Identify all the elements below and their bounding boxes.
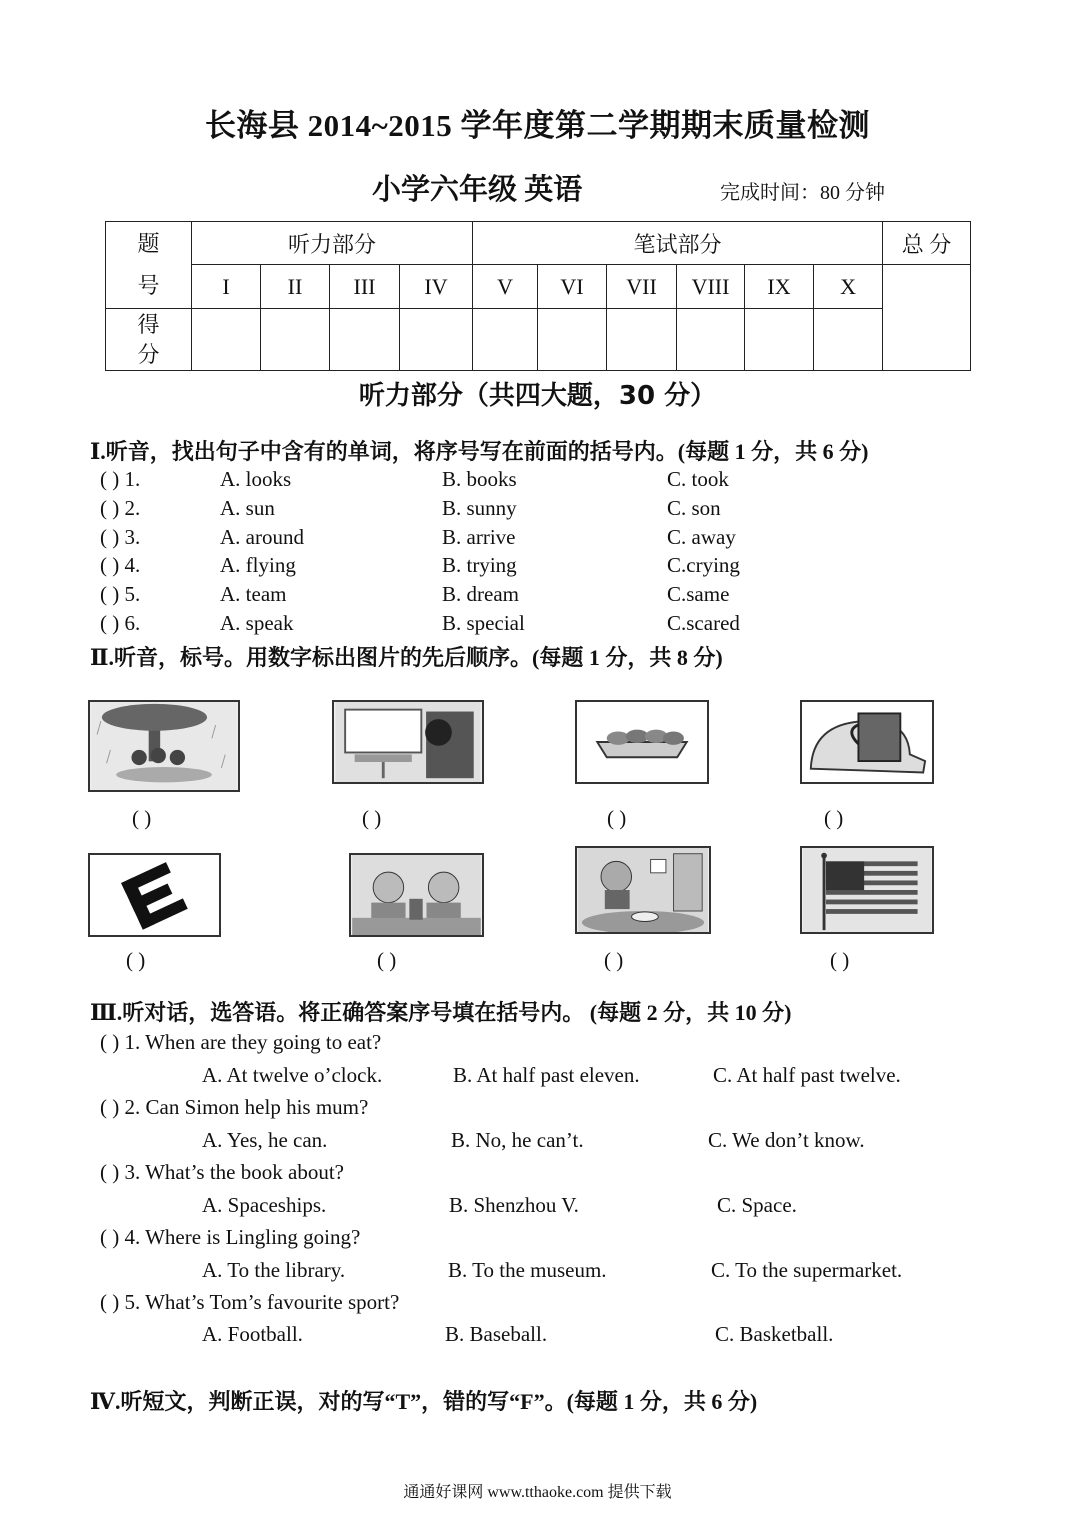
p1-item-1-paren[interactable]: ( ) 1. — [100, 467, 141, 491]
p3-q4-b: B. To the museum. — [448, 1258, 607, 1282]
p1-item-4-c: C.crying — [667, 553, 740, 577]
col-10: X — [814, 265, 883, 309]
p3-q2-a: A. Yes, he can. — [202, 1128, 328, 1152]
part4-heading: Ⅳ.听短文，判断正误，对的写“T”，错的写“F”。(每题 1 分，共 6 分) — [90, 1389, 758, 1414]
total-score-cell[interactable] — [883, 265, 971, 371]
writing-header: 笔试部分 — [473, 222, 883, 265]
score-cell-5[interactable] — [473, 309, 538, 371]
p2-blank-7[interactable]: ( ) — [604, 948, 624, 972]
cap-and-cup-picture — [800, 700, 934, 784]
score-cell-4[interactable] — [400, 309, 473, 371]
p1-item-2-a: A. sun — [220, 496, 275, 520]
p2-blank-6[interactable]: ( ) — [377, 948, 397, 972]
col-9: IX — [745, 265, 814, 309]
p1-item-6-c: C.scared — [667, 611, 740, 635]
p1-item-5-c: C.same — [667, 582, 730, 606]
col-6: VI — [538, 265, 607, 309]
p3-q5[interactable]: ( ) 5. What’s Tom’s favourite sport? — [100, 1290, 400, 1314]
score-cell-10[interactable] — [814, 309, 883, 371]
p1-item-1-a: A. looks — [220, 467, 292, 491]
p1-item-4-b: B. trying — [442, 553, 517, 577]
listening-section-title: 听力部分（共四大题，30 分） — [358, 381, 717, 411]
col-4: IV — [400, 265, 473, 309]
exam-subtitle: 小学六年级 英语 — [372, 174, 583, 206]
p2-blank-1[interactable]: ( ) — [132, 806, 152, 830]
p3-q3[interactable]: ( ) 3. What’s the book about? — [100, 1160, 344, 1184]
col-5: V — [473, 265, 538, 309]
p1-item-4-a: A. flying — [220, 553, 296, 577]
boy-at-table-picture — [575, 846, 711, 934]
p1-item-1-c: C. took — [667, 467, 729, 491]
p3-q2[interactable]: ( ) 2. Can Simon help his mum? — [100, 1095, 369, 1119]
p1-item-3-c: C. away — [667, 525, 736, 549]
p3-q2-b: B. No, he can’t. — [451, 1128, 584, 1152]
p1-item-6-a: A. speak — [220, 611, 294, 635]
footer-credit: 通通好课网 www.tthaoke.com 提供下载 — [403, 1484, 672, 1501]
letter-e-picture — [88, 853, 221, 937]
p3-q1-c: C. At half past twelve. — [713, 1063, 901, 1087]
score-cell-3[interactable] — [330, 309, 400, 371]
score-label: 得 分 — [106, 309, 192, 371]
p1-item-2-c: C. son — [667, 496, 721, 520]
col-7: VII — [607, 265, 677, 309]
dumplings-plate-picture — [575, 700, 709, 784]
p3-q3-a: A. Spaceships. — [202, 1193, 327, 1217]
score-cell-8[interactable] — [677, 309, 745, 371]
p1-item-3-a: A. around — [220, 525, 304, 549]
p3-q4-c: C. To the supermarket. — [711, 1258, 903, 1282]
score-cell-9[interactable] — [745, 309, 814, 371]
score-table — [105, 221, 971, 371]
p1-item-4-paren[interactable]: ( ) 4. — [100, 553, 141, 577]
score-cell-6[interactable] — [538, 309, 607, 371]
exam-title: 长海县 2014~2015 学年度第二学期期末质量检测 — [204, 108, 871, 143]
p3-q1[interactable]: ( ) 1. When are they going to eat? — [100, 1030, 382, 1054]
p3-q2-c: C. We don’t know. — [708, 1128, 865, 1152]
p2-blank-4[interactable]: ( ) — [824, 806, 844, 830]
p3-q1-b: B. At half past eleven. — [453, 1063, 640, 1087]
p1-item-3-paren[interactable]: ( ) 3. — [100, 525, 141, 549]
time-limit: 完成时间：80 分钟 — [720, 182, 885, 204]
p3-q5-b: B. Baseball. — [445, 1322, 548, 1346]
p3-q4[interactable]: ( ) 4. Where is Lingling going? — [100, 1225, 361, 1249]
p1-item-2-b: B. sunny — [442, 496, 517, 520]
p1-item-1-b: B. books — [442, 467, 517, 491]
p2-blank-8[interactable]: ( ) — [830, 948, 850, 972]
p1-item-5-a: A. team — [220, 582, 287, 606]
us-flag-picture — [800, 846, 934, 934]
p3-q3-b: B. Shenzhou V. — [449, 1193, 579, 1217]
p3-q5-a: A. Football. — [202, 1322, 303, 1346]
p3-q3-c: C. Space. — [717, 1193, 797, 1217]
boys-eating-picture — [349, 853, 484, 937]
p2-blank-5[interactable]: ( ) — [126, 948, 146, 972]
p3-q1-a: A. At twelve o’clock. — [202, 1063, 383, 1087]
rain-tree-picnic-picture — [88, 700, 240, 792]
part2-heading: Ⅱ.听音，标号。用数字标出图片的先后顺序。(每题 1 分，共 8 分) — [90, 645, 723, 670]
p2-blank-3[interactable]: ( ) — [607, 806, 627, 830]
p1-item-6-paren[interactable]: ( ) 6. — [100, 611, 141, 635]
part3-heading: Ⅲ.听对话，选答语。将正确答案序号填在括号内。 (每题 2 分，共 10 分) — [90, 1000, 792, 1025]
score-cell-1[interactable] — [192, 309, 261, 371]
p1-item-5-b: B. dream — [442, 582, 519, 606]
p3-q4-a: A. To the library. — [202, 1258, 346, 1282]
score-cell-2[interactable] — [261, 309, 330, 371]
col-8: VIII — [677, 265, 745, 309]
total-header: 总 分 — [883, 222, 971, 265]
col-2: II — [261, 265, 330, 309]
qnum-label: 题 号 — [106, 222, 192, 309]
p1-item-6-b: B. special — [442, 611, 525, 635]
p2-blank-2[interactable]: ( ) — [362, 806, 382, 830]
score-cell-7[interactable] — [607, 309, 677, 371]
col-1: I — [192, 265, 261, 309]
p3-q5-c: C. Basketball. — [715, 1322, 834, 1346]
listening-header: 听力部分 — [192, 222, 473, 265]
girl-at-window-picture — [332, 700, 484, 784]
part1-heading: Ⅰ.听音，找出句子中含有的单词，将序号写在前面的括号内。(每题 1 分，共 6 分) — [90, 439, 869, 464]
p1-item-5-paren[interactable]: ( ) 5. — [100, 582, 141, 606]
col-3: III — [330, 265, 400, 309]
p1-item-2-paren[interactable]: ( ) 2. — [100, 496, 141, 520]
p1-item-3-b: B. arrive — [442, 525, 516, 549]
